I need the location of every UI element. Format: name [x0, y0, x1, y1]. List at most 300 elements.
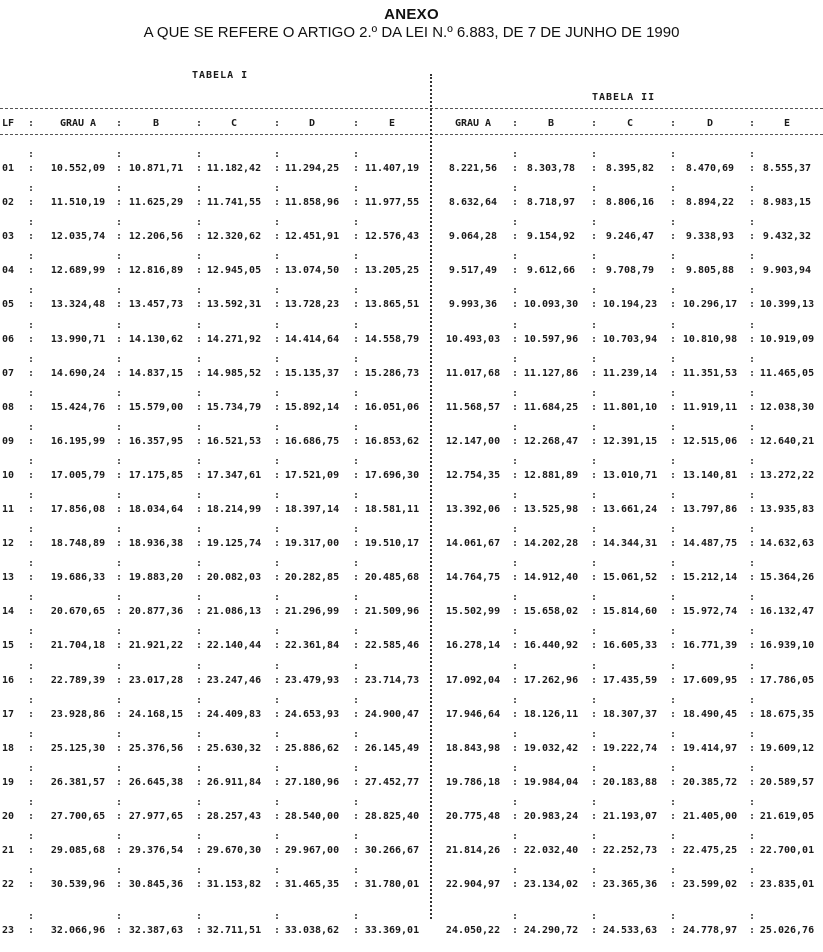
- row-level-number: 11: [2, 504, 15, 515]
- table-cell: 24.409,83: [206, 708, 262, 720]
- column-divider: :: [591, 694, 598, 706]
- table-cell: 12.945,05: [206, 265, 262, 277]
- column-divider: :: [670, 592, 677, 604]
- column-divider: :: [749, 197, 756, 209]
- table-cell: 19.414,97: [682, 742, 738, 754]
- column-divider: :: [591, 333, 598, 345]
- column-divider: :: [512, 118, 519, 129]
- column-divider: :: [512, 728, 519, 740]
- column-divider: :: [353, 728, 360, 740]
- table-cell: 19.222,74: [602, 742, 658, 754]
- column-divider: :: [274, 285, 281, 297]
- table-cell: 22.361,84: [284, 640, 340, 652]
- column-divider: :: [670, 455, 677, 467]
- table-cell: 23.479,93: [284, 674, 340, 686]
- column-divider: :: [353, 401, 360, 413]
- column-divider: :: [591, 660, 598, 672]
- column-divider: :: [670, 367, 677, 379]
- column-divider: :: [670, 285, 677, 297]
- column-divider: :: [28, 572, 35, 584]
- column-divider: :: [591, 504, 598, 515]
- column-divider: :: [274, 776, 281, 788]
- row-level-number: 02: [2, 197, 15, 209]
- column-divider: :: [28, 925, 35, 937]
- column-divider: :: [353, 455, 360, 467]
- column-divider: :: [749, 762, 756, 774]
- column-divider: :: [512, 660, 519, 672]
- column-divider: :: [274, 490, 281, 501]
- table-cell: 15.579,00: [128, 401, 184, 413]
- column-divider: :: [670, 231, 677, 243]
- table-cell: 18.397,14: [284, 504, 340, 515]
- row-level-number: 12: [2, 538, 15, 550]
- column-divider: :: [512, 149, 519, 160]
- table-cell: 19.984,04: [523, 776, 579, 788]
- column-divider: :: [591, 469, 598, 481]
- column-divider: :: [28, 810, 35, 822]
- column-divider: :: [274, 387, 281, 399]
- table-cell: 25.026,76: [759, 925, 815, 937]
- column-divider: :: [353, 118, 360, 129]
- column-divider: :: [749, 265, 756, 277]
- column-divider: :: [512, 183, 519, 195]
- column-divider: :: [28, 387, 35, 399]
- column-divider: :: [28, 728, 35, 740]
- column-divider: :: [670, 163, 677, 174]
- table-cell: 17.786,05: [759, 674, 815, 686]
- column-divider: :: [353, 708, 360, 720]
- table-cell: 13.592,31: [206, 299, 262, 311]
- column-divider: :: [749, 831, 756, 842]
- table-cell: 13.324,48: [50, 299, 106, 311]
- column-divider: :: [670, 251, 677, 263]
- column-divider: :: [353, 183, 360, 195]
- table-cell: 13.140,81: [682, 469, 738, 481]
- table-cell: 16.195,99: [50, 435, 106, 447]
- column-divider: :: [116, 149, 123, 160]
- table-cell: 20.983,24: [523, 810, 579, 822]
- table-cell: 32.387,63: [128, 925, 184, 937]
- column-divider: :: [274, 435, 281, 447]
- column-divider: :: [274, 524, 281, 536]
- column-divider: :: [353, 387, 360, 399]
- column-divider: :: [28, 367, 35, 379]
- table-cell: 16.357,95: [128, 435, 184, 447]
- column-divider: :: [353, 435, 360, 447]
- column-divider: :: [670, 796, 677, 808]
- table-cell: 12.206,56: [128, 231, 184, 243]
- table-cell: 29.085,68: [50, 845, 106, 856]
- column-divider: :: [28, 694, 35, 706]
- column-divider: :: [353, 353, 360, 365]
- column-divider: :: [116, 197, 123, 209]
- column-divider: :: [196, 217, 203, 229]
- column-divider: :: [670, 925, 677, 937]
- table-cell: 11.858,96: [284, 197, 340, 209]
- table-cell: 31.465,35: [284, 879, 340, 891]
- table-cell: 27.700,65: [50, 810, 106, 822]
- table-cell: 10.597,96: [523, 333, 579, 345]
- column-divider: :: [749, 796, 756, 808]
- column-divider: :: [512, 538, 519, 550]
- table-cell: 14.912,40: [523, 572, 579, 584]
- column-divider: :: [670, 879, 677, 891]
- table-cell: 18.748,89: [50, 538, 106, 550]
- column-divider: :: [116, 810, 123, 822]
- column-divider: :: [670, 660, 677, 672]
- table-cell: 13.935,83: [759, 504, 815, 515]
- column-divider: :: [353, 538, 360, 550]
- column-divider: :: [749, 606, 756, 618]
- row-level-number: 09: [2, 435, 15, 447]
- table-cell: 15.135,37: [284, 367, 340, 379]
- column-divider: :: [670, 524, 677, 536]
- column-divider: :: [591, 810, 598, 822]
- column-divider: :: [591, 435, 598, 447]
- column-divider: :: [116, 694, 123, 706]
- column-divider: :: [116, 776, 123, 788]
- table-cell: 16.853,62: [364, 435, 420, 447]
- table-cell: 16.278,14: [445, 640, 501, 652]
- column-divider: :: [116, 558, 123, 570]
- table-cell: 18.843,98: [445, 742, 501, 754]
- column-divider: :: [353, 504, 360, 515]
- table-cell: 13.392,06: [445, 504, 501, 515]
- column-divider: :: [274, 401, 281, 413]
- row-level-number: 19: [2, 776, 15, 788]
- column-divider: :: [512, 694, 519, 706]
- column-divider: :: [274, 265, 281, 277]
- column-header: D: [308, 118, 316, 129]
- table-cell: 16.686,75: [284, 435, 340, 447]
- table-cell: 11.625,29: [128, 197, 184, 209]
- table-cell: 14.487,75: [682, 538, 738, 550]
- table-cell: 23.247,46: [206, 674, 262, 686]
- column-divider: :: [591, 231, 598, 243]
- column-divider: :: [670, 865, 677, 877]
- table-cell: 11.510,19: [50, 197, 106, 209]
- column-divider: :: [749, 538, 756, 550]
- table-cell: 33.038,62: [284, 925, 340, 937]
- column-header: C: [626, 118, 634, 129]
- column-divider: :: [196, 490, 203, 501]
- column-divider: :: [512, 572, 519, 584]
- column-divider: :: [670, 319, 677, 331]
- table-cell: 15.061,52: [602, 572, 658, 584]
- column-divider: :: [353, 524, 360, 536]
- column-divider: :: [274, 469, 281, 481]
- column-divider: :: [116, 333, 123, 345]
- column-divider: :: [512, 197, 519, 209]
- column-divider: :: [28, 640, 35, 652]
- table-cell: 20.589,57: [759, 776, 815, 788]
- column-divider: :: [274, 728, 281, 740]
- column-divider: :: [512, 353, 519, 365]
- table-cell: 10.493,03: [445, 333, 501, 345]
- column-divider: :: [749, 401, 756, 413]
- table-cell: 8.221,56: [448, 163, 498, 174]
- column-divider: :: [512, 524, 519, 536]
- column-divider: :: [591, 925, 598, 937]
- column-divider: :: [196, 925, 203, 937]
- column-divider: :: [353, 674, 360, 686]
- column-divider: :: [116, 118, 123, 129]
- column-divider: :: [28, 865, 35, 877]
- column-divider: :: [28, 504, 35, 515]
- column-divider: :: [274, 353, 281, 365]
- table-cell: 12.689,99: [50, 265, 106, 277]
- table-cell: 24.533,63: [602, 925, 658, 937]
- table-cell: 21.193,07: [602, 810, 658, 822]
- table-cell: 18.490,45: [682, 708, 738, 720]
- table-cell: 20.183,88: [602, 776, 658, 788]
- column-divider: :: [116, 925, 123, 937]
- row-level-number: 03: [2, 231, 15, 243]
- column-divider: :: [670, 435, 677, 447]
- column-divider: :: [196, 265, 203, 277]
- column-divider: :: [353, 231, 360, 243]
- table-cell: 32.711,51: [206, 925, 262, 937]
- column-divider: :: [591, 626, 598, 638]
- row-level-number: 14: [2, 606, 15, 618]
- column-divider: :: [591, 606, 598, 618]
- column-divider: :: [749, 299, 756, 311]
- column-divider: :: [749, 674, 756, 686]
- table-cell: 9.993,36: [448, 299, 498, 311]
- column-divider: :: [591, 911, 598, 923]
- column-divider: :: [116, 911, 123, 923]
- column-divider: :: [116, 865, 123, 877]
- table-cell: 15.734,79: [206, 401, 262, 413]
- column-divider: :: [670, 538, 677, 550]
- table-cell: 15.892,14: [284, 401, 340, 413]
- column-divider: :: [196, 762, 203, 774]
- column-divider: :: [512, 762, 519, 774]
- column-divider: :: [670, 640, 677, 652]
- table-cell: 8.632,64: [448, 197, 498, 209]
- table-cell: 13.205,25: [364, 265, 420, 277]
- column-divider: :: [116, 183, 123, 195]
- column-divider: :: [274, 118, 281, 129]
- column-divider: :: [353, 879, 360, 891]
- column-divider: :: [591, 865, 598, 877]
- column-divider: :: [274, 572, 281, 584]
- table-cell: 23.835,01: [759, 879, 815, 891]
- table-cell: 15.972,74: [682, 606, 738, 618]
- table-cell: 9.517,49: [448, 265, 498, 277]
- column-header: B: [547, 118, 555, 129]
- column-divider: :: [512, 265, 519, 277]
- column-divider: :: [353, 810, 360, 822]
- table-cell: 19.317,00: [284, 538, 340, 550]
- table-cell: 11.741,55: [206, 197, 262, 209]
- column-divider: :: [749, 149, 756, 160]
- header-bottom-rule: [0, 134, 823, 135]
- table-cell: 10.093,30: [523, 299, 579, 311]
- column-divider: :: [670, 333, 677, 345]
- table-cell: 25.125,30: [50, 742, 106, 754]
- column-divider: :: [274, 299, 281, 311]
- column-divider: :: [274, 455, 281, 467]
- table-cell: 11.684,25: [523, 401, 579, 413]
- column-divider: :: [670, 401, 677, 413]
- column-divider: :: [353, 831, 360, 842]
- table-cell: 21.814,26: [445, 845, 501, 856]
- column-divider: :: [353, 865, 360, 877]
- column-divider: :: [353, 640, 360, 652]
- column-divider: :: [116, 742, 123, 754]
- column-divider: :: [512, 251, 519, 263]
- table-cell: 29.670,30: [206, 845, 262, 856]
- table-cell: 11.182,42: [206, 163, 262, 174]
- table-cell: 21.619,05: [759, 810, 815, 822]
- column-divider: :: [28, 776, 35, 788]
- column-divider: :: [274, 831, 281, 842]
- table-cell: 21.921,22: [128, 640, 184, 652]
- column-divider: :: [28, 319, 35, 331]
- column-divider: :: [196, 674, 203, 686]
- column-divider: :: [670, 626, 677, 638]
- table-cell: 11.351,53: [682, 367, 738, 379]
- table-cell: 8.806,16: [605, 197, 655, 209]
- column-divider: :: [28, 435, 35, 447]
- table-cell: 9.338,93: [685, 231, 735, 243]
- column-divider: :: [670, 776, 677, 788]
- column-divider: :: [116, 265, 123, 277]
- column-divider: :: [670, 490, 677, 501]
- table-cell: 17.005,79: [50, 469, 106, 481]
- table-cell: 18.307,37: [602, 708, 658, 720]
- column-divider: :: [512, 626, 519, 638]
- column-divider: :: [28, 490, 35, 501]
- column-divider: :: [196, 776, 203, 788]
- column-divider: :: [749, 694, 756, 706]
- column-divider: :: [28, 197, 35, 209]
- column-divider: :: [116, 353, 123, 365]
- column-divider: :: [749, 728, 756, 740]
- table-cell: 20.485,68: [364, 572, 420, 584]
- column-divider: :: [591, 217, 598, 229]
- column-divider: :: [196, 572, 203, 584]
- table-cell: 8.470,69: [685, 163, 735, 174]
- table-cell: 18.034,64: [128, 504, 184, 515]
- column-divider: :: [116, 538, 123, 550]
- table-cell: 30.266,67: [364, 845, 420, 856]
- table-cell: 27.452,77: [364, 776, 420, 788]
- column-divider: :: [591, 640, 598, 652]
- column-divider: :: [512, 333, 519, 345]
- column-divider: :: [670, 831, 677, 842]
- column-divider: :: [512, 319, 519, 331]
- table-cell: 16.051,06: [364, 401, 420, 413]
- table-cell: 12.515,06: [682, 435, 738, 447]
- table-cell: 21.405,00: [682, 810, 738, 822]
- table-cell: 14.985,52: [206, 367, 262, 379]
- column-divider: :: [749, 319, 756, 331]
- column-divider: :: [274, 708, 281, 720]
- column-divider: :: [28, 660, 35, 672]
- column-divider: :: [116, 367, 123, 379]
- column-divider: :: [274, 183, 281, 195]
- column-divider: :: [116, 387, 123, 399]
- lf-column-header: LF: [2, 118, 15, 129]
- column-divider: :: [512, 674, 519, 686]
- column-divider: :: [670, 606, 677, 618]
- column-divider: :: [670, 387, 677, 399]
- column-divider: :: [512, 285, 519, 297]
- table-cell: 25.630,32: [206, 742, 262, 754]
- column-divider: :: [274, 911, 281, 923]
- column-divider: :: [512, 742, 519, 754]
- column-divider: :: [196, 455, 203, 467]
- column-divider: :: [512, 490, 519, 501]
- column-divider: :: [196, 163, 203, 174]
- table-cell: 9.064,28: [448, 231, 498, 243]
- table-cell: 27.977,65: [128, 810, 184, 822]
- column-divider: :: [353, 572, 360, 584]
- table-cell: 28.257,43: [206, 810, 262, 822]
- table-cell: 10.703,94: [602, 333, 658, 345]
- table-cell: 26.145,49: [364, 742, 420, 754]
- column-divider: :: [670, 728, 677, 740]
- column-divider: :: [274, 558, 281, 570]
- column-divider: :: [591, 490, 598, 501]
- column-divider: :: [749, 879, 756, 891]
- table-cell: 22.700,01: [759, 845, 815, 856]
- table-cell: 11.127,86: [523, 367, 579, 379]
- column-divider: :: [353, 217, 360, 229]
- column-divider: :: [196, 708, 203, 720]
- column-divider: :: [28, 401, 35, 413]
- column-divider: :: [512, 231, 519, 243]
- column-divider: :: [749, 640, 756, 652]
- column-divider: :: [274, 538, 281, 550]
- column-divider: :: [512, 796, 519, 808]
- column-divider: :: [749, 742, 756, 754]
- table-cell: 20.282,85: [284, 572, 340, 584]
- table-cell: 29.376,54: [128, 845, 184, 856]
- column-divider: :: [670, 149, 677, 160]
- column-divider: :: [116, 762, 123, 774]
- column-divider: :: [196, 640, 203, 652]
- column-divider: :: [116, 251, 123, 263]
- table-cell: 15.424,76: [50, 401, 106, 413]
- column-divider: :: [196, 728, 203, 740]
- column-divider: :: [512, 387, 519, 399]
- table-cell: 21.296,99: [284, 606, 340, 618]
- column-divider: :: [274, 333, 281, 345]
- column-divider: :: [512, 865, 519, 877]
- column-divider: :: [749, 810, 756, 822]
- table-cell: 12.754,35: [445, 469, 501, 481]
- column-divider: :: [749, 524, 756, 536]
- table-2-caption: TABELA II: [592, 92, 656, 103]
- table-cell: 22.140,44: [206, 640, 262, 652]
- column-divider: :: [749, 776, 756, 788]
- table-cell: 11.568,57: [445, 401, 501, 413]
- column-divider: :: [512, 708, 519, 720]
- row-level-number: 06: [2, 333, 15, 345]
- table-cell: 23.017,28: [128, 674, 184, 686]
- column-divider: :: [353, 694, 360, 706]
- table-cell: 24.168,15: [128, 708, 184, 720]
- column-divider: :: [196, 660, 203, 672]
- table-cell: 14.764,75: [445, 572, 501, 584]
- table-cell: 9.903,94: [762, 265, 812, 277]
- column-divider: :: [196, 606, 203, 618]
- column-divider: :: [591, 319, 598, 331]
- table-cell: 16.771,39: [682, 640, 738, 652]
